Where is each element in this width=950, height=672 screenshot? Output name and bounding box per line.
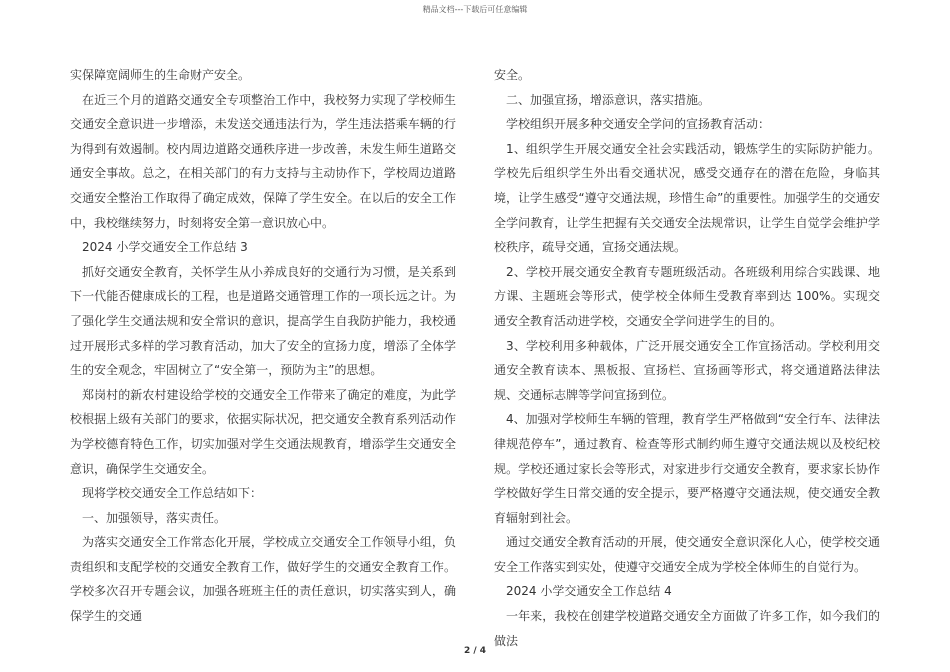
paragraph: 3、学校利用多种载体，广泛开展交通安全工作宣扬活动。学校利用交通安全教育读本、黑板报、宣扬栏、宣扬画等形式，将交通道路法律法规、交通标志牌等学问宣扬到位。 bbox=[494, 338, 880, 402]
paragraph: 一年来，我校在创建学校道路交通安全方面做了许多工作，如今我们的做法 bbox=[494, 609, 880, 648]
paragraph: 学校组织开展多种交通安全学问的宣扬教育活动： bbox=[506, 117, 771, 132]
paragraph: 在近三个月的道路交通安全专项整治工作中，我校努力实现了学校师生交通安全意识进一步增添，未发送交通违法行为，学生违法搭乘车辆的行为得到有效遏制。校内周边道路交通秩序进一步改善，未发生师生道路交通安全事故。总之，在相关部门的有力支持与主动协作下，学校周边道路交通安全整治工作取得了确定成效，保障了学生安全。在以后的安全工作中，我校继续努力，时刻将安全第一意识放心中。 bbox=[70, 92, 456, 230]
paragraph: 安全。 bbox=[494, 68, 531, 82]
paragraph: 4、加强对学校师生车辆的管理，教育学生严格做到“安全行车、法律法律规范停车”，通过教育、检查等形式制约师生遵守交通法规以及校纪校规。学校还通过家长会等形式，对家进步行交通安全教育，要求家长协作学校做好学生日常交通的安全提示，要严格遵守交通法规，使交通安全教育辐射到社会。 bbox=[494, 412, 880, 525]
page-header: 精品文档---下载后可任意编辑 bbox=[422, 5, 528, 14]
paragraph: 通过交通安全教育活动的开展，使交通安全意识深化人心，使学校交通安全工作落实到实处，使遵守交通安全成为学校全体师生的自觉行为。 bbox=[494, 535, 880, 574]
paragraph: 抓好交通安全教育，关怀学生从小养成良好的交通行为习惯，是关系到下一代能否健康成长的工程，也是道路交通管理工作的一项长远之计。为了强化学生交通法规和安全常识的意识，提高学生自我防护能力，我校通过开展形式多样的学习教育活动，加大了安全的宣扬力度，增添了全体学生的安全观念，牢固树立了“安全第一，预防为主”的思想。 bbox=[70, 264, 456, 378]
section-heading: 2024 小学交通安全工作总结 4 bbox=[506, 584, 672, 599]
page-number: 2 / 4 bbox=[463, 646, 487, 656]
paragraph: 1、组织学生开展交通安全社会实践活动，锻炼学生的实际防护能力。学校先后组织学生外出看交通状况，感受交通存在的潜在危险，身临其境，让学生感受“遵守交通法规，珍惜生命”的重要性。加强学生的交通安全学问教育，让学生把握有关交通安全法规常识，让学生自觉学会维护学校秩序，疏导交通，宣扬交通法规。 bbox=[494, 141, 880, 255]
paragraph: 2、学校开展交通安全教育专题班级活动。各班级利用综合实践课、地方课、主题班会等形式，使学校全体师生受教育率到达 100%。实现交通安全教育活动进学校，交通安全学问进学生的目的。 bbox=[494, 264, 880, 328]
right-column bbox=[494, 63, 880, 653]
paragraph: 为落实交通安全工作常态化开展，学校成立交通安全工作领导小组，负责组织和支配学校的交通安全教育工作，做好学生的交通安全教育工作。学校多次召开专题会议，加强各班班主任的责任意识，切实落实到人，确保学生的交通 bbox=[70, 535, 456, 624]
left-column bbox=[70, 63, 456, 629]
subsection-heading: 一、加强领导，落实责任。 bbox=[82, 510, 227, 525]
paragraph: 实保障宽阔师生的生命财产安全。 bbox=[70, 68, 251, 82]
subsection-heading: 二、加强宣扬，增添意识，落实措施。 bbox=[506, 92, 711, 107]
paragraph: 现将学校交通安全工作总结如下： bbox=[82, 486, 263, 501]
paragraph: 郑岗村的新农村建设给学校的交通安全工作带来了确定的难度，为此学校根据上级有关部门的要求，依据实际状况，把交通安全教育系列活动作为学校德育特色工作，切实加强对学生交通法规教育，增添学生交通安全意识，确保学生交通安全。 bbox=[70, 387, 456, 476]
section-heading: 2024 小学交通安全工作总结 3 bbox=[82, 240, 248, 255]
